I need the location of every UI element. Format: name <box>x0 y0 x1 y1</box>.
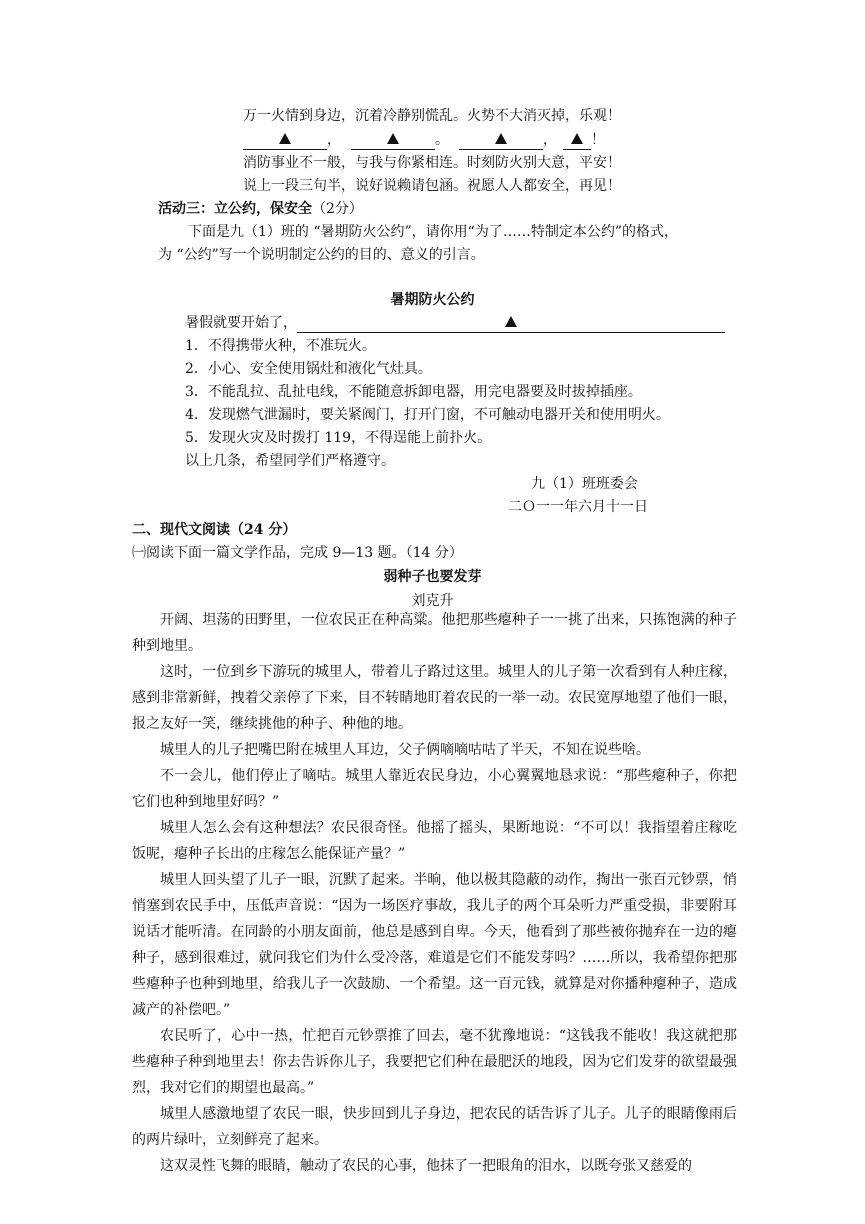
blank-3[interactable] <box>459 131 543 150</box>
convention-item-4: 4．发现燃气泄漏时，要关紧阀门，打开门窗，不可触动电器开关和使用明火。 <box>185 407 670 423</box>
story-paragraph: 城里人怎么会有这种想法？农民很奇怪。他摇了摇头，果断地说：“不可以！我指望着庄稼吃饭呢，瘪种子长出的庄稼怎么能保证产量？” <box>132 820 737 862</box>
blank-punct-2: 。 <box>435 132 449 148</box>
activity3-heading <box>158 199 363 219</box>
blank-2[interactable] <box>351 131 435 150</box>
convention-item-3: 3．不能乱拉、乱扯电线，不能随意拆卸电器，用完电器要及时拔掉插座。 <box>185 384 642 400</box>
triangle-marker-icon <box>495 133 507 144</box>
story-paragraph: 开阔、坦荡的田野里，一位农民正在种高粱。他把那些瘪种子一一挑了出来，只拣饱满的种子种到地里。 <box>132 612 737 654</box>
convention-closing: 以上几条，希望同学们严格遵守。 <box>185 453 395 469</box>
story-paragraph: 城里人的儿子把嘴巴附在城里人耳边，父子俩嘀嘀咕咕了半天，不知在说些啥。 <box>160 742 650 758</box>
story-author: 刘克升 <box>411 593 454 609</box>
triangle-marker-icon <box>387 133 399 144</box>
blank-1[interactable] <box>243 131 327 150</box>
story-paragraph: 农民听了，心中一热，忙把百元钞票推了回去，毫不犹豫地说：“这钱我不能收！我这就把那些瘪种子种到地里去！你去告诉你儿子，我要把它们种在最肥沃的地段，因为它们发芽的欲望最强烈，我对它们的期望也最高。” <box>132 1028 737 1096</box>
triangle-marker-icon <box>505 316 517 327</box>
blank-punct-3: ， <box>543 132 557 148</box>
convention-item-1: 1．不得携带火种，不准玩火。 <box>185 338 376 354</box>
blank-punct-4: ！ <box>591 132 605 148</box>
story-paragraph: 这双灵性飞舞的眼睛，触动了农民的心事，他抹了一把眼角的泪水，以既夸张又慈爱的 <box>160 1158 692 1174</box>
story-paragraph: 这时，一位到乡下游玩的城里人，带着儿子路过这里。城里人的儿子第一次看到有人种庄稼，感到非常新鲜，拽着父亲停了下来，目不转睛地盯着农民的一举一动。农民宽厚地望了他们一眼，报之友好一笑，继续挑他的种子、种他的地。 <box>132 664 737 732</box>
story-paragraph: 城里人感激地望了农民一眼，快步回到儿子身边，把农民的话告诉了儿子。儿子的眼睛像雨后的两片绿叶，立刻鲜亮了起来。 <box>132 1106 737 1148</box>
poem-line-4: 说上一段三句半，说好说赖请包涵。祝愿人人都安全，再见！ <box>243 178 621 194</box>
convention-intro-blank[interactable] <box>297 314 725 333</box>
activity3-title: 活动三：立公约，保安全 <box>158 201 312 217</box>
convention-date: 二Ｏ一一年六月十一日 <box>508 499 648 515</box>
triangle-marker-icon <box>279 133 291 144</box>
poem-line-1: 万一火情到身边，沉着冷静别慌乱。火势不大消灭掉，乐观！ <box>243 108 621 124</box>
convention-signer: 九（1）班班委会 <box>531 476 638 492</box>
blank-4[interactable] <box>563 131 591 150</box>
convention-intro: 暑假就要开始了， <box>185 315 297 331</box>
triangle-marker-icon <box>571 133 583 144</box>
convention-intro-row <box>185 313 725 333</box>
story-paragraph: 城里人回头望了儿子一眼，沉默了起来。半晌，他以极其隐蔽的动作，掏出一张百元钞票，悄悄塞到农民手中，压低声音说：“因为一场医疗事故，我儿子的两个耳朵听力严重受损，非要附耳说话才能听清。在同龄的小朋友面前，他总是感到自卑。今天，他看到了那些被你抛弃在一边的瘪种子，感到很难过，就问我它们为什么受冷落，难道是它们不能发芽吗？……所以，我希望你把那些瘪种子也种到地里，给我儿子一次鼓励、一个希望。这一百元钱，就算是对你播种瘪种子，造成减产的补偿吧。” <box>132 872 737 1018</box>
section2-heading: 二、现代文阅读（24 分） <box>132 522 297 538</box>
activity3-instruction-a: 下面是九（1）班的 “暑期防火公约”，请你用“为了……特制定本公约”的格式， <box>188 224 678 240</box>
story-title: 弱种子也要发芽 <box>383 569 482 585</box>
poem-line-2-blanks <box>243 130 605 150</box>
poem-line-3: 消防事业不一般，与我与你紧相连。时刻防火别大意，平安！ <box>243 155 621 171</box>
convention-item-5: 5．发现火灾及时拨打 119，不得逞能上前扑火。 <box>185 430 492 446</box>
convention-title: 暑期防火公约 <box>390 292 475 308</box>
story-body <box>132 607 737 1179</box>
convention-item-2: 2．小心、安全使用锅灶和液化气灶具。 <box>185 361 432 377</box>
activity3-score: （2分） <box>312 201 363 217</box>
section2-sub: ㈠阅读下面一篇文学作品，完成 9—13 题。（14 分） <box>132 545 463 561</box>
blank-punct-1: ， <box>327 132 341 148</box>
story-paragraph: 不一会儿，他们停止了嘀咕。城里人靠近农民身边，小心翼翼地恳求说：“那些瘪种子，你把它们也种到地里好吗？” <box>132 768 737 810</box>
activity3-instruction-b: 为 “公约”写一个说明制定公约的目的、意义的引言。 <box>158 247 485 263</box>
